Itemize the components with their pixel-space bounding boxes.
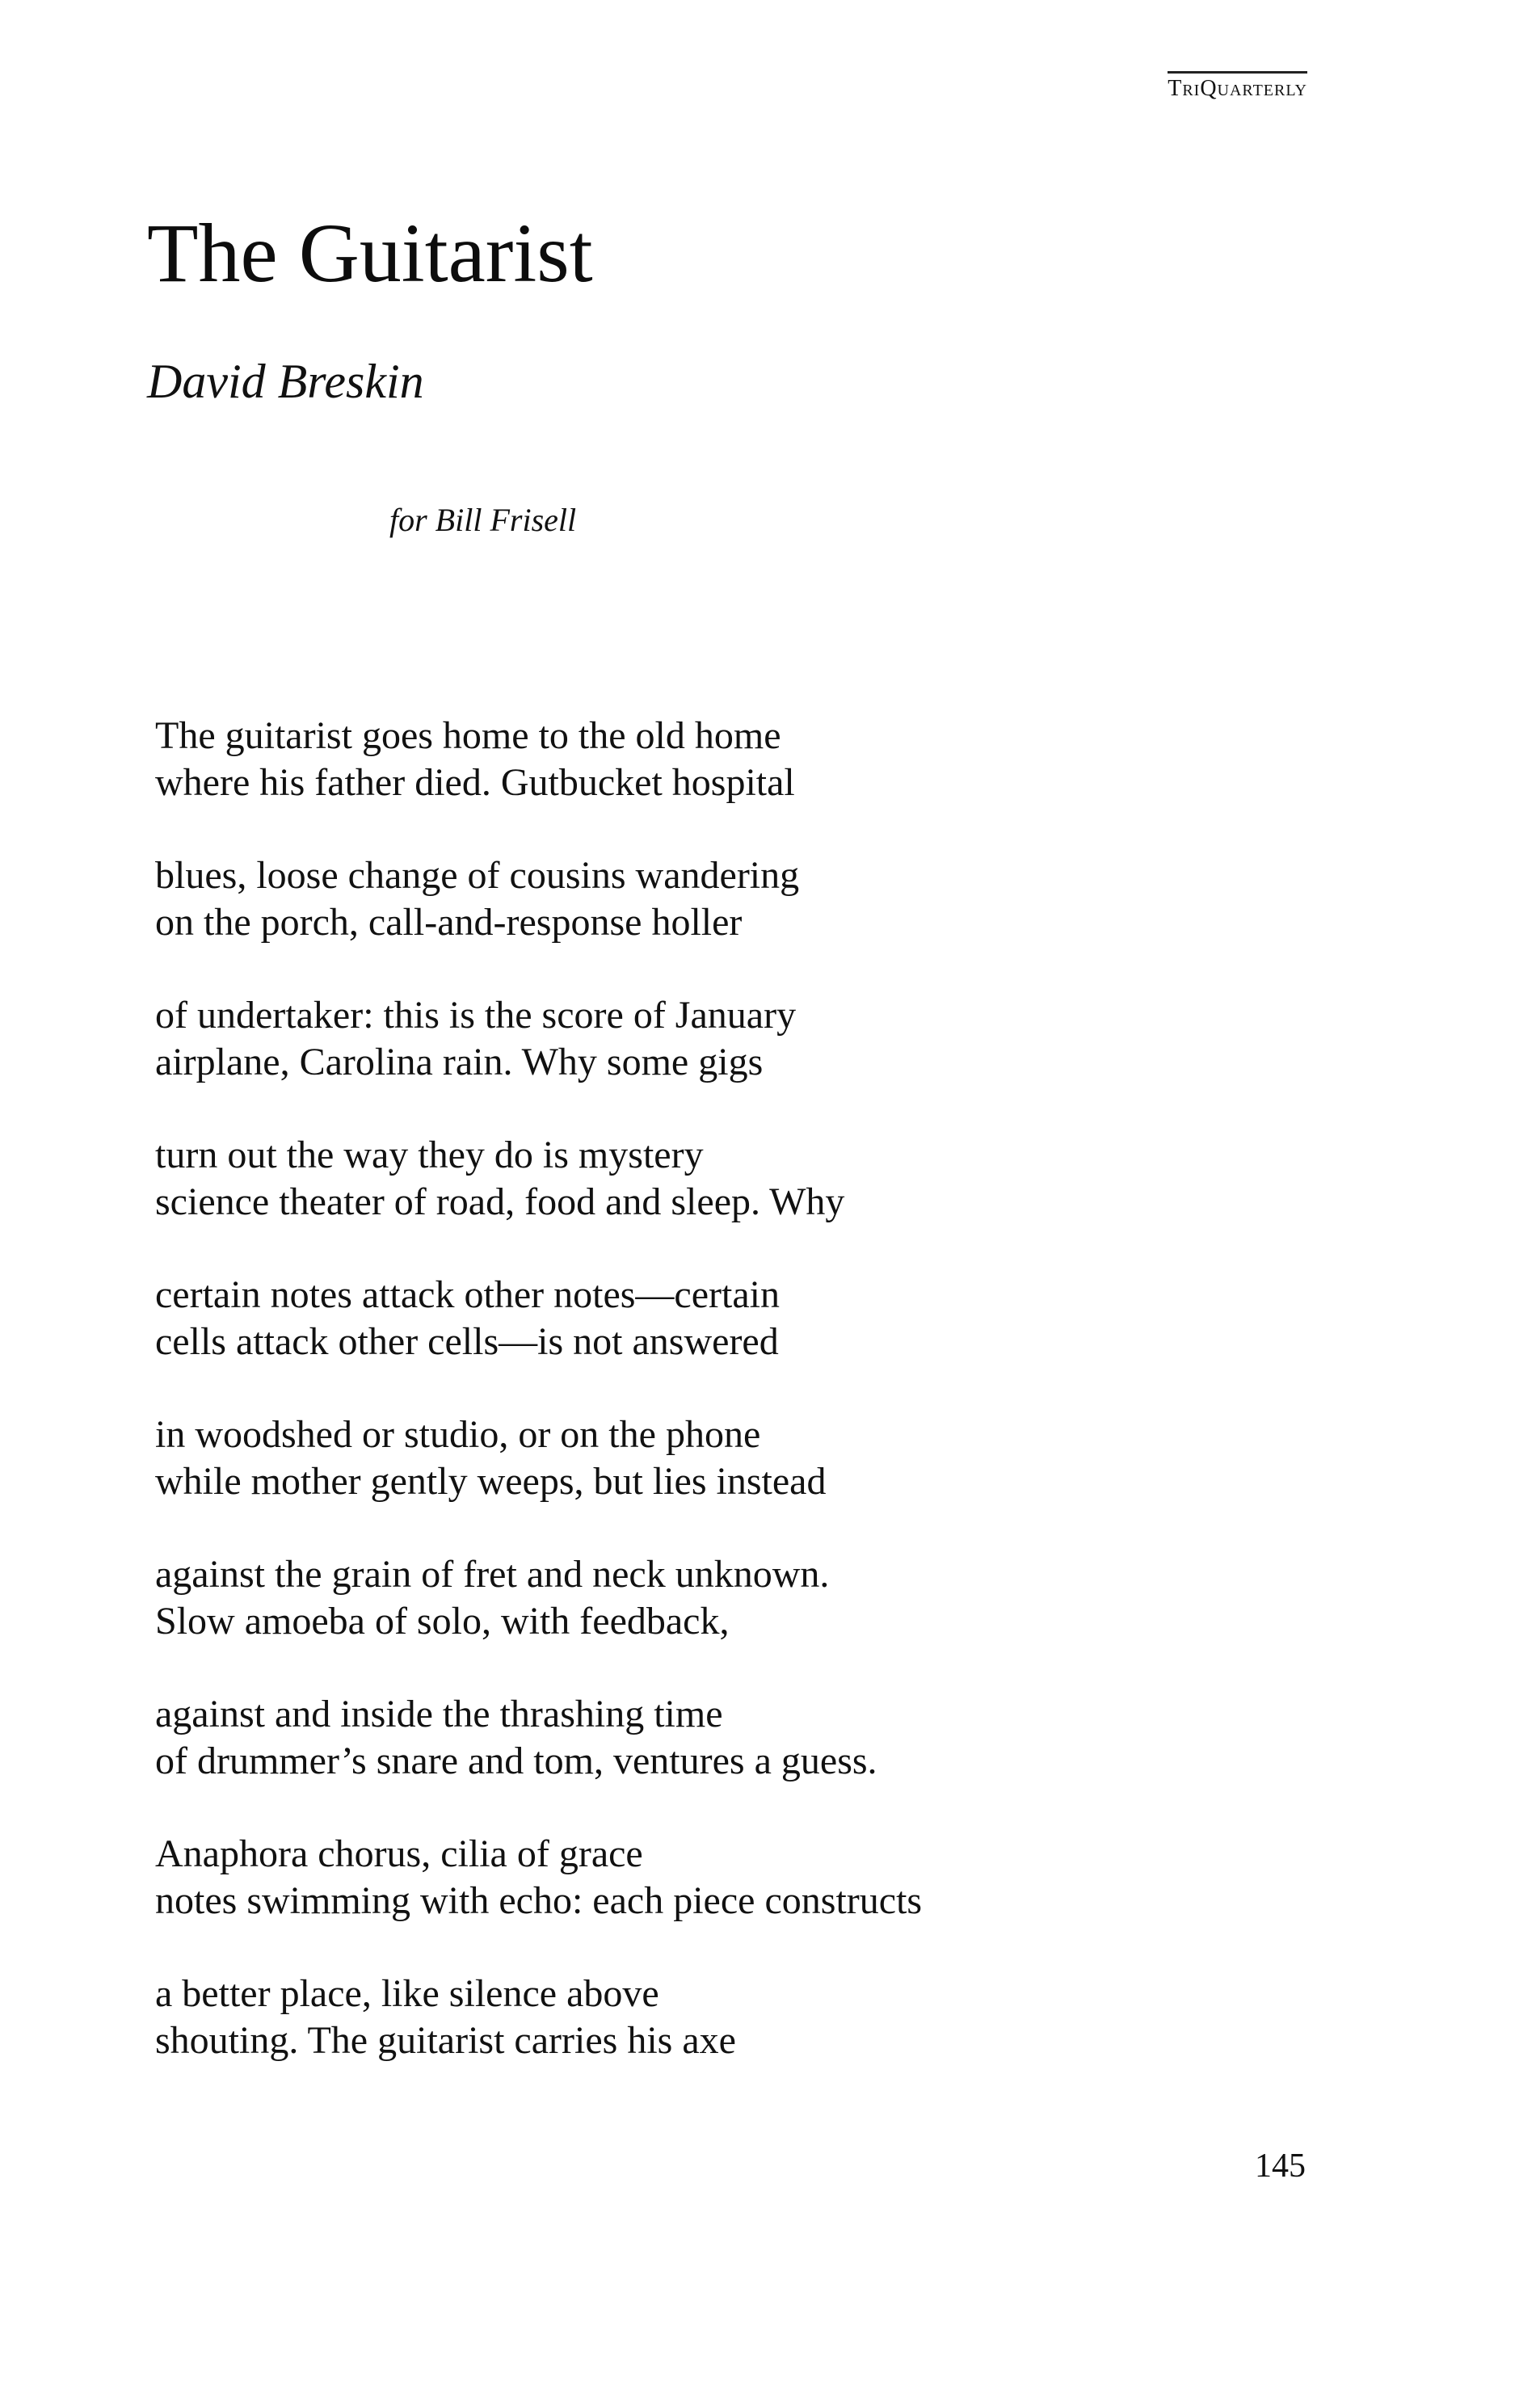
poem-line: science theater of road, food and sleep. Why [155,1180,845,1223]
poem-line: where his father died. Gutbucket hospital [155,761,795,804]
poem-line: Slow amoeba of solo, with feedback, [155,1600,730,1643]
poem-line: Anaphora chorus, cilia of grace [155,1832,643,1875]
stanza [155,1551,1367,1645]
stanza [155,1132,1367,1226]
running-head: TriQuarterly [1168,71,1307,102]
poem-line: certain notes attack other notes—certain [155,1273,780,1316]
stanza [155,1831,1367,1925]
poem-line: while mother gently weeps, but lies instead [155,1460,827,1503]
dedication: for Bill Frisell [389,502,577,538]
poem-line: notes swimming with echo: each piece constructs [155,1879,923,1922]
poem-line: of undertaker: this is the score of January [155,994,797,1037]
stanza [155,1971,1367,2064]
stanza [155,713,1367,806]
poem-line: blues, loose change of cousins wandering [155,854,800,897]
poem-line: on the porch, call-and-response holler [155,901,743,944]
stanza [155,1411,1367,1505]
poem-line: of drummer’s snare and tom, ventures a guess. [155,1739,877,1782]
poem-title: The Guitarist [147,207,593,300]
poem-line: in woodshed or studio, or on the phone [155,1413,761,1456]
poem-line: a better place, like silence above [155,1972,659,2015]
page-number: 145 [1255,2148,1306,2185]
poem-line: airplane, Carolina rain. Why some gigs [155,1041,764,1083]
poem-line: against the grain of fret and neck unknown. [155,1553,830,1596]
author-name: David Breskin [147,355,424,408]
poem-line: against and inside the thrashing time [155,1693,723,1735]
poem-line: The guitarist goes home to the old home [155,714,781,757]
poem-line: cells attack other cells—is not answered [155,1320,779,1363]
poem-body [155,713,1367,2110]
stanza [155,852,1367,946]
poem-line: shouting. The guitarist carries his axe [155,2019,736,2062]
stanza [155,992,1367,1086]
poem-line: turn out the way they do is mystery [155,1134,704,1176]
stanza [155,1691,1367,1785]
stanza [155,1272,1367,1365]
